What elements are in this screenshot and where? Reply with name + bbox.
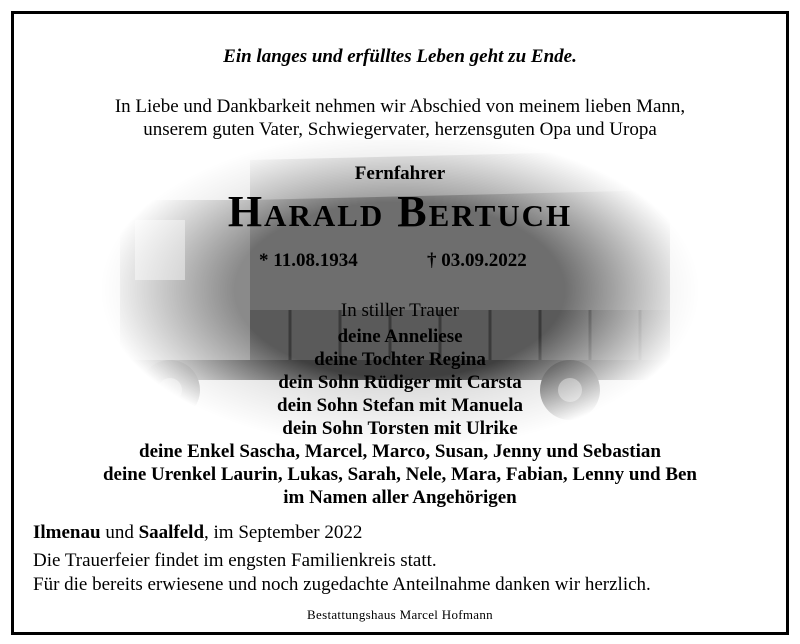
town-ilmenau: Ilmenau bbox=[33, 522, 101, 543]
mourner-line: deine Urenkel Laurin, Lukas, Sarah, Nele, Mara, Fabian, Lenny und Ben bbox=[102, 464, 698, 485]
mourner-line: dein Sohn Stefan mit Manuela bbox=[277, 395, 523, 416]
mourning-label: In stiller Trauer bbox=[340, 300, 460, 321]
town-saalfeld: Saalfeld bbox=[138, 522, 205, 543]
note-line: Die Trauerfeier findet im engsten Familienkreis statt. bbox=[33, 550, 437, 571]
place-date-line bbox=[33, 522, 362, 544]
deceased-name: Harald Bertuch bbox=[227, 187, 573, 236]
death-date: † 03.09.2022 bbox=[427, 250, 527, 271]
intro-line: unserem guten Vater, Schwiegervater, herzensguten Opa und Uropa bbox=[143, 119, 657, 140]
mourner-line: im Namen aller Angehörigen bbox=[283, 487, 517, 508]
undertaker-credit: Bestattungshaus Marcel Hofmann bbox=[307, 607, 493, 622]
intro-text bbox=[0, 95, 800, 141]
mourner-line: deine Enkel Sascha, Marcel, Marco, Susan, Jenny und Sebastian bbox=[139, 441, 661, 462]
mourner-line: dein Sohn Rüdiger mit Carsta bbox=[278, 372, 522, 393]
conjunction: und bbox=[105, 522, 134, 543]
birth-date: * 11.08.1934 bbox=[259, 250, 358, 271]
mourners-list bbox=[0, 325, 800, 509]
intro-line: In Liebe und Dankbarkeit nehmen wir Abschied von meinem lieben Mann, bbox=[114, 96, 686, 117]
date-text: , im September 2022 bbox=[204, 522, 363, 543]
occupation: Fernfahrer bbox=[354, 163, 446, 184]
note-line: Für die bereits erwiesene und noch zugedachte Anteilnahme danken wir herzlich. bbox=[33, 574, 651, 595]
mourner-line: deine Tochter Regina bbox=[314, 349, 486, 370]
notes bbox=[33, 549, 651, 597]
mourner-line: deine Anneliese bbox=[337, 326, 463, 347]
headline: Ein langes und erfülltes Leben geht zu Ende. bbox=[223, 46, 577, 67]
mourner-line: dein Sohn Torsten mit Ulrike bbox=[282, 418, 518, 439]
